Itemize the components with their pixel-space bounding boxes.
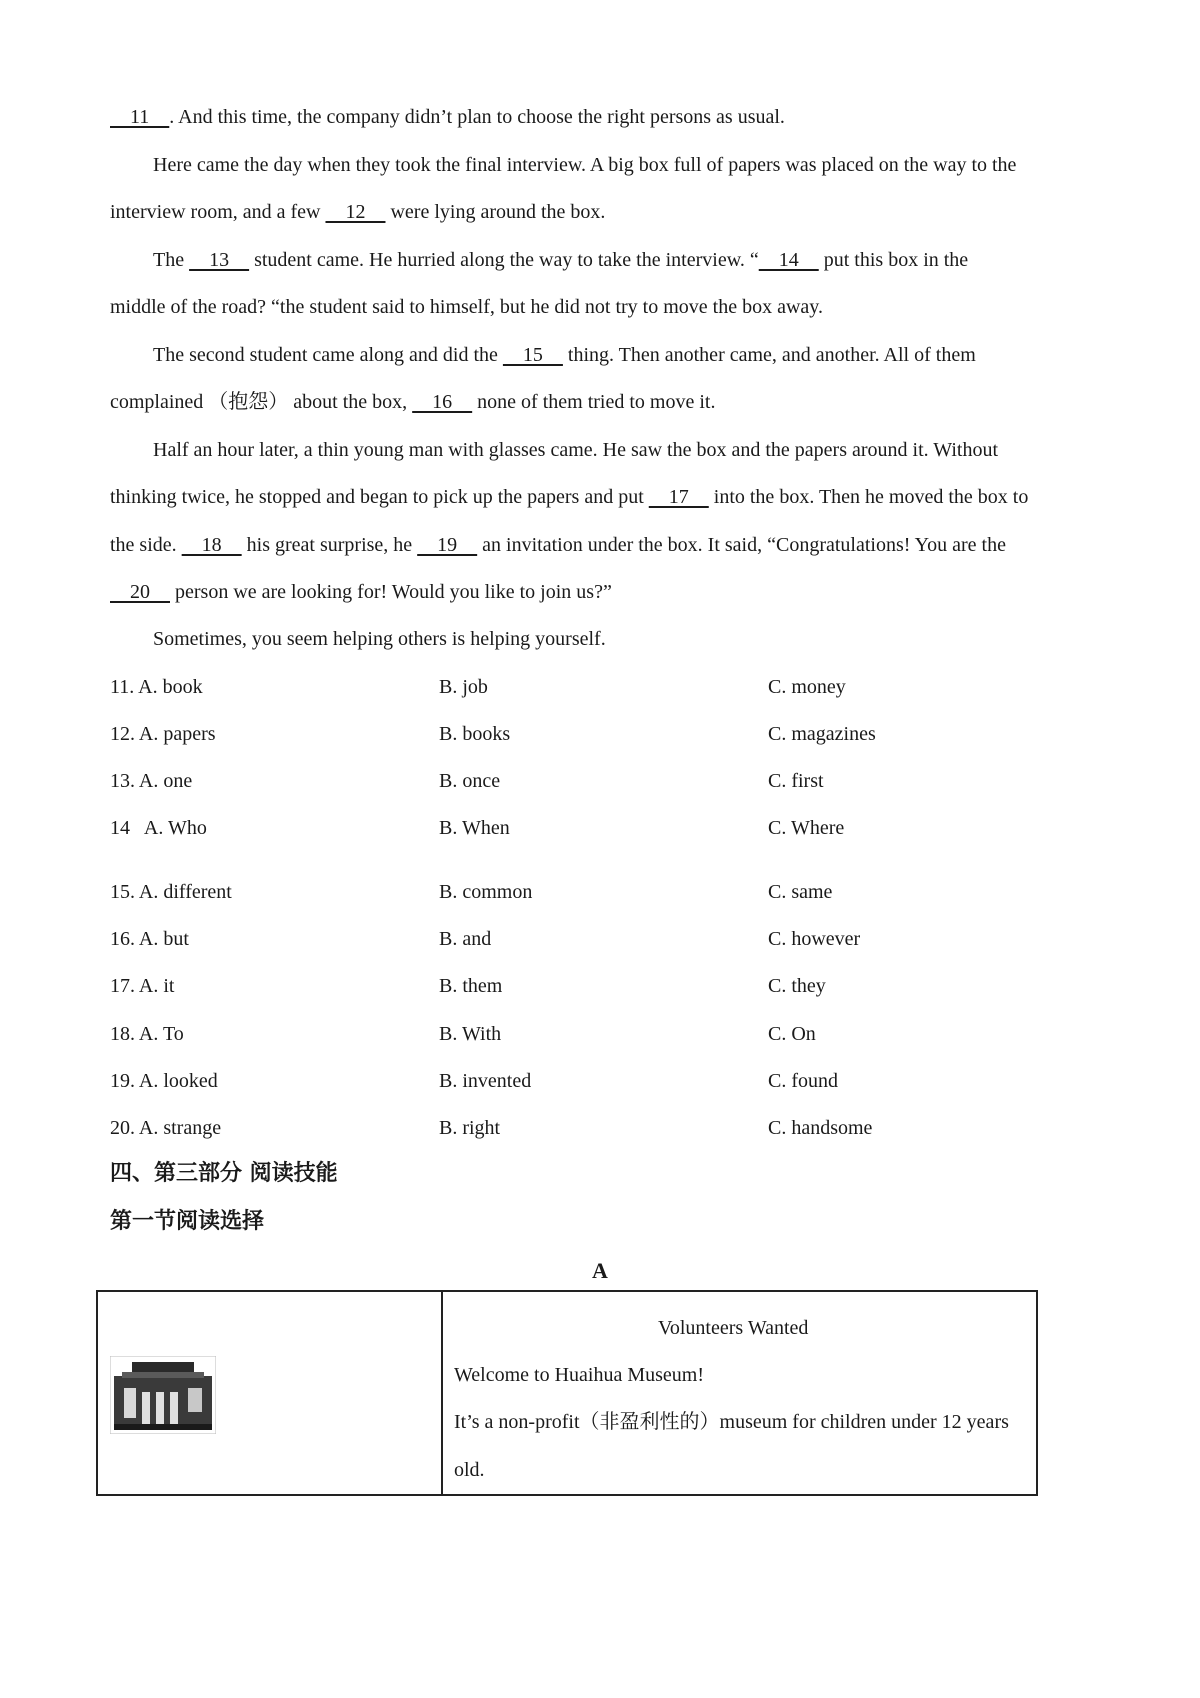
line-text: an invitation under the box. It said, “Congratulations! You are the [477,534,1006,556]
section-heading: 四、第三部分 阅读技能 [110,1161,338,1186]
ad-line-3: old. [454,1459,485,1481]
line-text: the side. [110,534,182,556]
option-b: B. books [439,723,511,745]
blank-18: 18 [181,534,242,556]
option-c: C. however [768,928,861,950]
passage-line-2: Here came the day when they took the final interview. A big box full of papers was placed on the way to the [153,154,1017,176]
option-c: C. same [768,881,833,903]
option-c: C. money [768,676,846,698]
blank-14: 14 [758,249,819,271]
option-c: C. Where [768,817,845,839]
option-b: B. common [439,881,533,903]
blank-12: 12 [325,201,386,223]
option-c: C. found [768,1070,838,1092]
table-divider [441,1292,443,1494]
passage-line-6 [153,343,976,367]
blank-15: 15 [502,344,563,366]
passage-line-5: middle of the road? “the student said to himself, but he did not try to move the box away. [110,296,823,318]
line-text: put this box in the [818,249,969,271]
option-b: B. job [439,676,488,698]
line-text: student came. He hurried along the way to take the interview. “ [249,249,759,271]
line-text: The second student came along and did the [153,344,503,366]
option-a: 20. A. strange [110,1117,222,1139]
ad-title: Volunteers Wanted [658,1317,809,1339]
line-text: . And this time, the company didn’t plan to choose the right persons as usual. [169,106,785,128]
option-b: B. once [439,770,501,792]
option-a: 14 A. Who [110,817,207,839]
line-text: into the box. Then he moved the box to [708,486,1029,508]
passage-line-1 [110,105,785,129]
museum-building-image [110,1356,216,1434]
blank-16: 16 [412,391,473,413]
ad-line-1: Welcome to Huaihua Museum! [454,1364,704,1386]
option-b: B. With [439,1023,502,1045]
option-a: 18. A. To [110,1023,184,1045]
blank-19: 19 [417,534,478,556]
option-c: C. magazines [768,723,876,745]
line-text: his great surprise, he [241,534,418,556]
line-text: The [153,249,190,271]
ad-table [96,1290,1038,1496]
passage-line-11 [110,580,612,604]
line-text: none of them tried to move it. [472,391,716,413]
line-text: were lying around the box. [385,201,606,223]
passage-letter: A [592,1258,608,1283]
passage-line-9 [110,485,1028,509]
passage-line-10 [110,533,1006,557]
option-a: 19. A. looked [110,1070,218,1092]
option-a: 16. A. but [110,928,189,950]
passage-line-3 [110,200,605,224]
line-text: complained （抱怨） about the box, [110,391,413,413]
option-c: C. first [768,770,824,792]
option-a: 11. A. book [110,676,203,698]
blank-17: 17 [648,486,709,508]
blank-13: 13 [189,249,250,271]
option-a: 13. A. one [110,770,193,792]
passage-line-12: Sometimes, you seem helping others is helping yourself. [153,628,606,650]
blank-11: 11 [110,106,170,128]
line-text: thing. Then another came, and another. All of them [562,344,976,366]
option-b: B. invented [439,1070,532,1092]
line-text: thinking twice, he stopped and began to pick up the papers and put [110,486,649,508]
ad-line-2: It’s a non-profit（非盈利性的）museum for children under 12 years [454,1411,1009,1433]
passage-line-8: Half an hour later, a thin young man with glasses came. He saw the box and the papers around it. Without [153,439,999,461]
option-c: C. they [768,975,826,997]
option-b: B. right [439,1117,501,1139]
option-a: 15. A. different [110,881,232,903]
option-c: C. On [768,1023,816,1045]
option-b: B. When [439,817,510,839]
line-text: person we are looking for! Would you like to join us?” [170,581,612,603]
passage-line-7 [110,390,715,414]
option-b: B. and [439,928,492,950]
option-a: 17. A. it [110,975,175,997]
option-c: C. handsome [768,1117,873,1139]
option-a: 12. A. papers [110,723,216,745]
option-b: B. them [439,975,503,997]
passage-line-4 [153,248,968,272]
blank-20: 20 [110,581,170,603]
line-text: interview room, and a few [110,201,326,223]
subsection-heading: 第一节阅读选择 [110,1209,265,1234]
